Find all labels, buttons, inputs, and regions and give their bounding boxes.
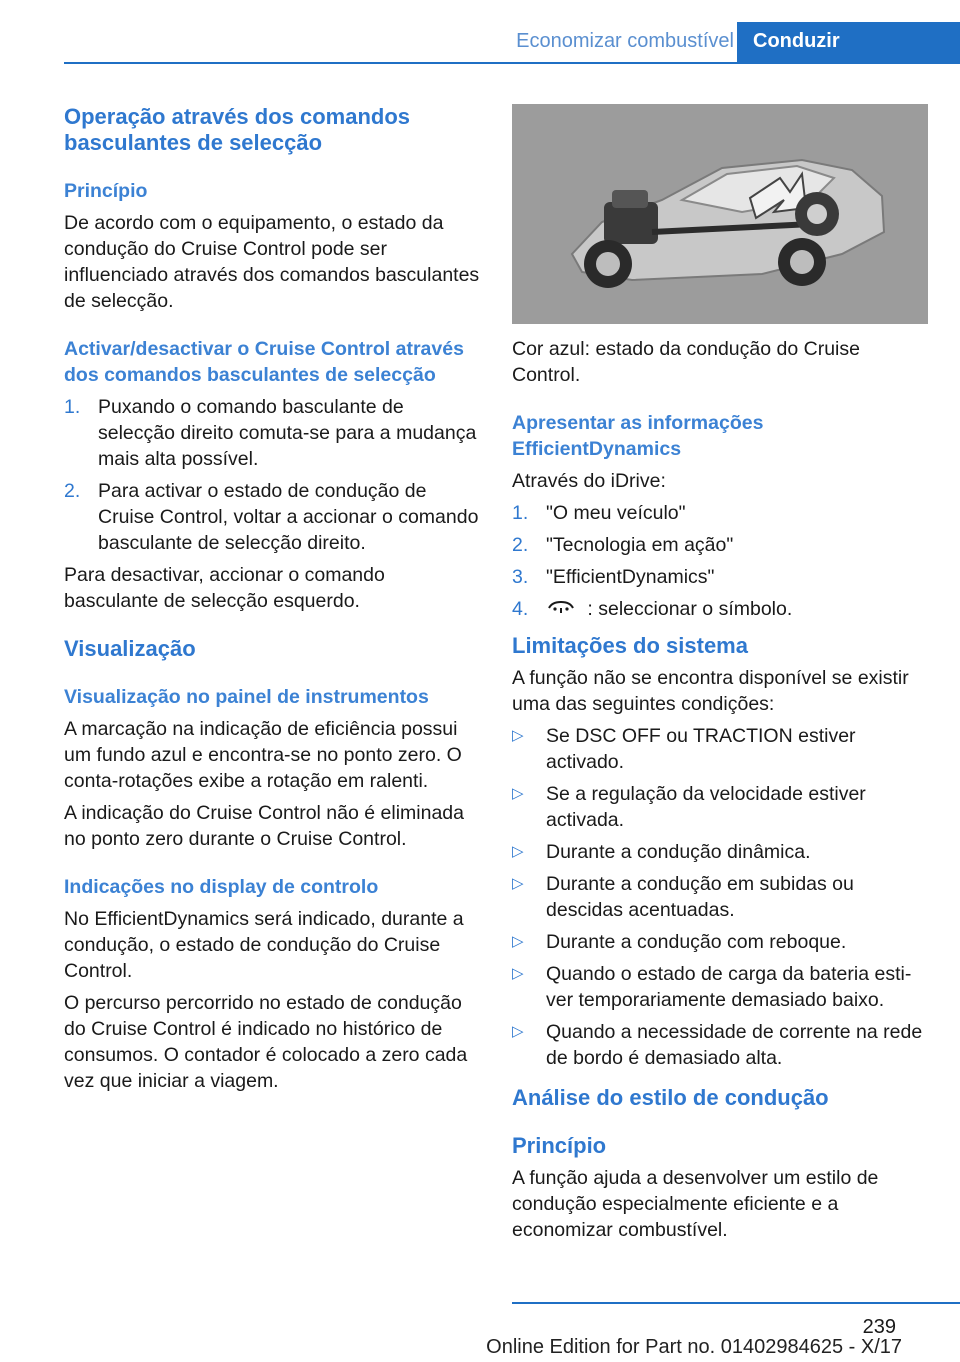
footer-rule bbox=[512, 1302, 960, 1304]
bullet-triangle-icon: ▷ bbox=[512, 726, 524, 744]
list-item bbox=[512, 961, 930, 1013]
display-heading: Indicações no display de controlo bbox=[64, 876, 379, 898]
right-column bbox=[512, 104, 930, 1243]
page-header bbox=[0, 0, 960, 64]
list-item bbox=[512, 839, 930, 865]
header-rule bbox=[64, 62, 960, 64]
step-text: "EfficientDynamics" bbox=[546, 566, 715, 588]
atraves-text: Através do iDrive: bbox=[512, 470, 666, 492]
principio-heading: Princípio bbox=[64, 180, 148, 202]
painel-paragraph-1: A marcação na indicação de eficiência possui um fundo azul e encontra-se no ponto zero. O conta-rotações exibe a rotação em ralenti. bbox=[64, 718, 462, 792]
step-text: : seleccionar o símbolo. bbox=[587, 598, 793, 620]
left-column bbox=[64, 104, 482, 1094]
step-number: 1. bbox=[64, 396, 81, 418]
bullet-triangle-icon: ▷ bbox=[512, 1022, 524, 1040]
limitacoes-list bbox=[512, 723, 930, 1071]
visualizacao-heading: Visualização bbox=[64, 636, 196, 661]
analise-heading: Análise do estilo de condução bbox=[512, 1084, 829, 1110]
section-title: Operação através dos comandos basculantes de selecção bbox=[64, 104, 411, 155]
list-item bbox=[64, 394, 482, 472]
list-item bbox=[512, 532, 930, 558]
step-number: 1. bbox=[512, 502, 529, 524]
edition-note: Online Edition for Part no. 01402984625 - X/17 bbox=[486, 1336, 902, 1358]
list-item bbox=[512, 1019, 930, 1071]
step-text: "Tecnologia em ação" bbox=[546, 534, 734, 556]
principio-text: De acordo com o equipamento, o estado da condução do Cruise Control pode ser influenciado através dos comandos basculantes de selecção. bbox=[64, 212, 480, 312]
list-item bbox=[512, 500, 930, 526]
list-item bbox=[512, 564, 930, 590]
painel-heading: Visualização no painel de instrumentos bbox=[64, 686, 429, 708]
step-number: 2. bbox=[64, 480, 81, 502]
car-illustration bbox=[512, 104, 928, 324]
desactivar-text: Para desactivar, accionar o comando basculante de selecção esquerdo. bbox=[64, 564, 385, 612]
apresentar-heading: Apresentar as informações EfficientDynamics bbox=[512, 412, 764, 460]
painel-paragraph-2: A indicação do Cruise Control não é eliminada no ponto zero durante o Cruise Control. bbox=[64, 802, 464, 850]
bullet-triangle-icon: ▷ bbox=[512, 784, 524, 802]
activar-heading: Activar/desactivar o Cruise Control através dos comandos basculantes de selecção bbox=[64, 338, 464, 386]
page-number: 239 bbox=[862, 1316, 896, 1338]
list-item bbox=[512, 929, 930, 955]
list-item bbox=[64, 478, 482, 556]
car-symbol-icon bbox=[546, 597, 576, 623]
figure-caption: Cor azul: estado da condução do Cruise Control. bbox=[512, 338, 860, 386]
list-item-text: Quando o estado de carga da bateria estiver temporariamente demasiado baixo. bbox=[546, 962, 912, 1011]
bullet-triangle-icon: ▷ bbox=[512, 874, 524, 892]
step-text: "O meu veículo" bbox=[546, 502, 686, 524]
principio2-heading: Princípio bbox=[512, 1132, 607, 1158]
step-number: 2. bbox=[512, 534, 529, 556]
list-item-text: Durante a condução com reboque. bbox=[546, 930, 847, 953]
step-number: 3. bbox=[512, 566, 529, 588]
bullet-triangle-icon: ▷ bbox=[512, 932, 524, 950]
limitacoes-heading: Limitações do sistema bbox=[512, 632, 748, 658]
step-text: Puxando o comando basculante de selecção direito comuta-se para a mudança mais alta possível. bbox=[98, 396, 477, 470]
limitacoes-intro: A função não se encontra disponível se existir uma das seguintes condições: bbox=[512, 666, 909, 715]
display-paragraph-2: O percurso percorrido no estado de condução do Cruise Control é indicado no histórico de consumos. O contador é colocado a zero cada vez que iniciar a viagem. bbox=[64, 992, 468, 1092]
list-item-text: Durante a condução dinâmica. bbox=[546, 840, 811, 863]
step-number: 4. bbox=[512, 598, 529, 620]
list-item-text: Durante a condução em subidas ou descidas acentuadas. bbox=[546, 872, 854, 921]
display-paragraph-1: No EfficientDynamics será indicado, durante a condução, o estado de condução do Cruise Control. bbox=[64, 908, 464, 982]
list-item-text: Se a regulação da velocidade estiver activada. bbox=[546, 782, 866, 831]
car-drivetrain-figure bbox=[512, 104, 928, 324]
bullet-triangle-icon: ▷ bbox=[512, 842, 524, 860]
bullet-triangle-icon: ▷ bbox=[512, 964, 524, 982]
list-item-text: Quando a necessidade de corrente na rede de bordo é demasiado alta. bbox=[546, 1020, 923, 1069]
header-chapter-tab: Conduzir bbox=[737, 22, 960, 64]
list-item bbox=[512, 871, 930, 923]
list-item-text: Se DSC OFF ou TRACTION estiver activado. bbox=[546, 724, 856, 773]
idrive-steps bbox=[512, 500, 930, 623]
list-item bbox=[512, 596, 930, 623]
list-item bbox=[512, 781, 930, 833]
principio2-text: A função ajuda a desenvolver um estilo de condução especialmente eficiente e a economizar combustível. bbox=[512, 1166, 879, 1241]
header-section-title: Economizar combustível bbox=[516, 30, 734, 52]
list-item bbox=[512, 723, 930, 775]
step-text: Para activar o estado de condução de Cruise Control, voltar a accionar o comando basculante de selecção direito. bbox=[98, 480, 479, 554]
activar-steps bbox=[64, 394, 482, 556]
